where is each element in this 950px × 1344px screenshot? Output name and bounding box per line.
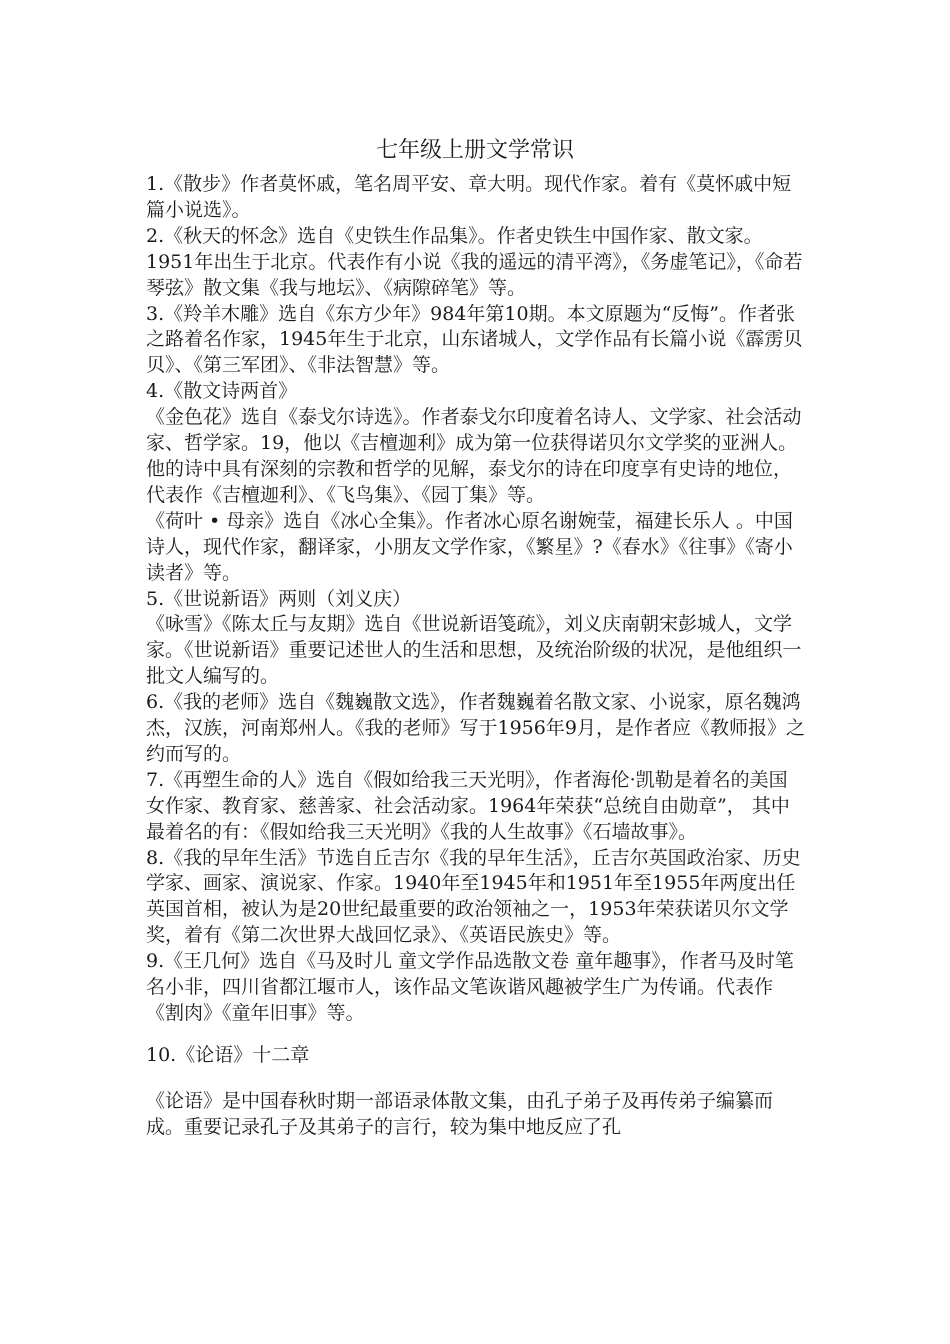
paragraph-4-lotus-mother: 《荷叶 • 母亲》选自《冰心全集》。作者冰心原名谢婉莹，福建长乐人 。中国诗人，现代作家，翻译家，小朋友文学作家，《繁星》?《春水》《往事》《寄小读者》等。 [146, 509, 793, 584]
paragraph-6: 6.《我的老师》选自《魏巍散文选》，作者魏巍着名散文家、小说家，原名魏鸿杰，汉族，河南郑州人。《我的老师》写于1956年9月，是作者应《教师报》之约而写的。 [146, 691, 805, 765]
paragraph-5-heading: 5.《世说新语》两则（刘义庆） [146, 587, 412, 610]
paragraph-4-heading: 4.《散文诗两首》 [146, 380, 298, 403]
paragraph-4-golden-flower: 《金色花》选自《泰戈尔诗选》。作者泰戈尔印度着名诗人、文学家、社会活动家、哲学家。19，他以《吉檀迦利》成为第一位获得诺贝尔文学奖的亚洲人。他的诗中具有深刻的宗教和哲学的见解，泰戈尔的诗在印度享有史诗的地位，代表作《吉檀迦利》、《飞鸟集》、《园丁集》等。 [146, 406, 802, 506]
paragraph-2: 2.《秋天的怀念》选自《史铁生作品集》。作者史铁生中国作家、散文家。1951年出生于北京。代表作有小说《我的遥远的清平湾》，《务虚笔记》，《命若琴弦》散文集《我与地坛》、《病隙碎笔》等。 [146, 224, 803, 299]
page-title: 七年级上册文学常识 [375, 138, 574, 163]
paragraph-10-heading: 10.《论语》十二章 [146, 1043, 310, 1066]
document-body [146, 172, 806, 1141]
paragraph-9: 9.《王几何》选自《马及时儿 童文学作品选散文卷 童年趣事》，作者马及时笔名小非，四川省都江堰市人，该作品文笔诙谐风趣被学生广为传诵。代表作《割肉》《童年旧事》等。 [146, 950, 794, 1024]
paragraph-8: 8.《我的早年生活》节选自丘吉尔《我的早年生活》，丘吉尔英国政治家、历史学家、画家、演说家、作家。1940年至1945年和1951年至1955年两度出任英国首相，被认为是20世纪最重要的政治领袖之一，1953年荣获诺贝尔文学奖，着有《第二次世界大战回忆录》、《英语民族史》等。 [146, 846, 801, 947]
paragraph-5-body: 《咏雪》《陈太丘与友期》选自《世说新语笺疏》，刘义庆南朝宋彭城人，文学家。《世说新语》重要记述世人的生活和思想，及统治阶级的状况，是他组织一批文人编写的。 [146, 613, 802, 688]
paragraph-7: 7.《再塑生命的人》选自《假如给我三天光明》，作者海伦·凯勒是着名的美国女作家、教育家、慈善家、社会活动家。1964年荣获“总统自由勋章”， 其中最着名的有：《假如给我三天光明》《我的人生故事》《石墙故事》。 [146, 768, 790, 843]
paragraph-10-body: 《论语》是中国春秋时期一部语录体散文集，由孔子弟子及再传弟子编纂而成。重要记录孔子及其弟子的言行，较为集中地反应了孔 [146, 1089, 774, 1138]
paragraph-3: 3.《羚羊木雕》选自《东方少年》984年第10期。本文原题为“反悔”。作者张之路着名作家，1945年生于北京，山东诸城人，文学作品有长篇小说《霹雳贝贝》、《第三军团》、《非法智慧》等。 [146, 302, 803, 377]
paragraph-1: 1.《散步》作者莫怀戚，笔名周平安、章大明。现代作家。着有《莫怀戚中短篇小说选》。 [146, 173, 792, 221]
